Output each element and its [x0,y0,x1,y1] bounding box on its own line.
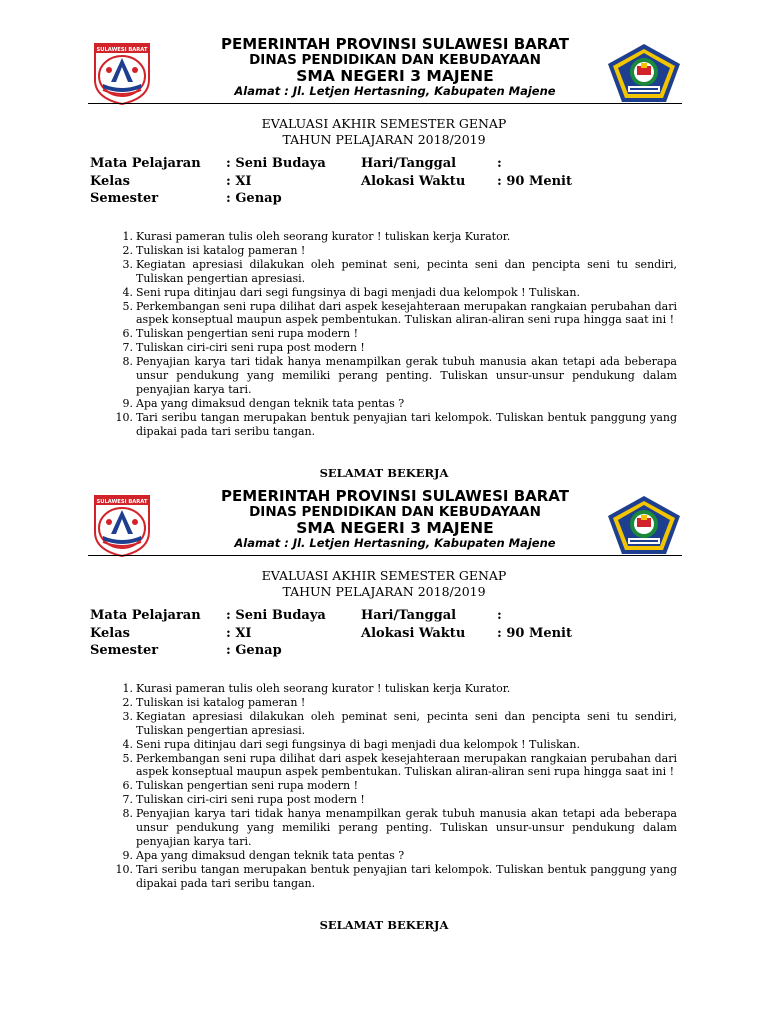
question-number: 5. [122,751,133,765]
question-number: 7. [122,341,133,355]
subject-value: : Seni Budaya [226,608,326,623]
question-text: Tari seribu tangan merupakan bentuk penyajian tari kelompok. Tuliskan bentuk panggung yang dipakai pada tari seribu tangan. [136,410,677,438]
question-item [90,341,677,355]
duration-value: : 90 Menit [497,174,572,189]
question-item [90,300,677,328]
closing-text: SELAMAT BEKERJA [319,918,449,932]
question-item [90,230,677,244]
question-item [90,807,677,849]
academic-year: TAHUN PELAJARAN 2018/2019 [282,584,486,599]
academic-year: TAHUN PELAJARAN 2018/2019 [282,132,486,147]
question-number: 9. [122,396,133,410]
question-item [90,696,677,710]
question-item [90,244,677,258]
question-text: Penyajian karya tari tidak hanya menampilkan gerak tubuh manusia akan tetapi ada beberapa unsur pendukung yang memiliki perang penting. Tuliskan unsur-unsur pendukung dalam penyajian karya tari. [136,355,677,396]
exam-title: EVALUASI AKHIR SEMESTER GENAP [261,116,507,131]
exam-title: EVALUASI AKHIR SEMESTER GENAP [261,568,507,583]
sulawesi-barat-emblem-icon [89,492,155,558]
semester-value: : Genap [226,643,282,658]
question-text: Apa yang dimaksud dengan teknik tata pentas ? [136,396,405,410]
question-number: 1. [122,230,133,243]
question-text: Kurasi pameran tulis oleh seorang kurator ! tuliskan kerja Kurator. [136,682,511,695]
question-number: 2. [122,695,133,709]
question-item [90,710,677,738]
closing-text: SELAMAT BEKERJA [319,466,449,480]
date-value: : [497,156,502,171]
question-text: Tuliskan ciri-ciri seni rupa post modern ! [136,793,365,807]
question-number: 9. [122,848,133,862]
question-item [90,258,677,286]
question-number: 1. [122,682,133,695]
duration-label: Alokasi Waktu [361,174,466,189]
header-school: SMA NEGERI 3 MAJENE [296,67,494,85]
question-number: 4. [122,285,133,299]
question-text: Apa yang dimaksud dengan teknik tata pentas ? [136,848,405,862]
question-item [90,397,677,411]
question-text: Tuliskan pengertian seni rupa modern ! [136,779,358,793]
question-text: Penyajian karya tari tidak hanya menampilkan gerak tubuh manusia akan tetapi ada beberapa unsur pendukung yang memiliki perang penting. Tuliskan unsur-unsur pendukung dalam penyajian karya tari. [136,807,677,848]
header-divider [88,555,682,556]
question-text: Kegiatan apresiasi dilakukan oleh peminat seni, pecinta seni dan pencipta seni tu sendiri, Tuliskan pengertian apresiasi. [136,709,677,737]
subject-label: Mata Pelajaran [90,156,201,171]
question-text: Tuliskan isi katalog pameran ! [136,243,306,257]
header-government: PEMERINTAH PROVINSI SULAWESI BARAT [221,35,569,53]
class-value: : XI [226,174,252,189]
date-value: : [497,608,502,623]
question-number: 8. [122,807,133,821]
question-text: Kurasi pameran tulis oleh seorang kurator ! tuliskan kerja Kurator. [136,230,511,243]
question-item [90,738,677,752]
svg-text:SULAWESI BARAT: SULAWESI BARAT [96,499,148,505]
class-label: Kelas [90,626,130,641]
question-item [90,863,677,891]
question-list [90,230,677,439]
question-text: Tuliskan isi katalog pameran ! [136,695,306,709]
question-text: Seni rupa ditinjau dari segi fungsinya di bagi menjadi dua kelompok ! Tuliskan. [136,285,580,299]
semester-label: Semester [90,643,159,658]
question-text: Perkembangan seni rupa dilihat dari aspek kesejahteraan merupakan rangkaian perubahan dari aspek konseptual maupun aspek pembentukan. Tuliskan aliran-aliran seni rupa hingga saat ini ! [136,751,677,779]
question-text: Tuliskan ciri-ciri seni rupa post modern ! [136,341,365,355]
subject-label: Mata Pelajaran [90,608,201,623]
question-number: 10. [115,410,133,424]
header-address: Alamat : Jl. Letjen Hertasning, Kabupaten Majene [234,84,556,98]
question-item [90,355,677,397]
header-school: SMA NEGERI 3 MAJENE [296,519,494,537]
question-item [90,682,677,696]
question-text: Perkembangan seni rupa dilihat dari aspek kesejahteraan merupakan rangkaian perubahan dari aspek konseptual maupun aspek pembentukan. Tuliskan aliran-aliran seni rupa hingga saat ini ! [136,299,677,327]
question-number: 2. [122,243,133,257]
header-divider [88,103,682,104]
class-label: Kelas [90,174,130,189]
header-department: DINAS PENDIDIKAN DAN KEBUDAYAAN [249,52,541,68]
question-number: 4. [122,737,133,751]
question-number: 7. [122,793,133,807]
exam-sheet [0,452,768,932]
question-list [90,682,677,891]
subject-value: : Seni Budaya [226,156,326,171]
header-department: DINAS PENDIDIKAN DAN KEBUDAYAAN [249,504,541,520]
header-government: PEMERINTAH PROVINSI SULAWESI BARAT [221,487,569,505]
school-emblem-icon [606,494,682,556]
semester-value: : Genap [226,191,282,206]
duration-label: Alokasi Waktu [361,626,466,641]
question-text: Kegiatan apresiasi dilakukan oleh peminat seni, pecinta seni dan pencipta seni tu sendiri, Tuliskan pengertian apresiasi. [136,257,677,285]
date-label: Hari/Tanggal [361,608,457,623]
question-item [90,327,677,341]
sulawesi-barat-emblem-icon [89,40,155,106]
question-number: 3. [122,709,133,723]
question-item [90,793,677,807]
question-item [90,779,677,793]
question-item [90,752,677,780]
question-number: 6. [122,327,133,341]
header-address: Alamat : Jl. Letjen Hertasning, Kabupaten Majene [234,536,556,550]
question-number: 10. [115,862,133,876]
question-text: Tari seribu tangan merupakan bentuk penyajian tari kelompok. Tuliskan bentuk panggung yang dipakai pada tari seribu tangan. [136,862,677,890]
date-label: Hari/Tanggal [361,156,457,171]
duration-value: : 90 Menit [497,626,572,641]
question-number: 5. [122,299,133,313]
school-emblem-icon [606,42,682,104]
question-number: 8. [122,355,133,369]
question-text: Tuliskan pengertian seni rupa modern ! [136,327,358,341]
question-item [90,849,677,863]
semester-label: Semester [90,191,159,206]
question-number: 3. [122,257,133,271]
question-item [90,411,677,439]
question-text: Seni rupa ditinjau dari segi fungsinya di bagi menjadi dua kelompok ! Tuliskan. [136,737,580,751]
question-item [90,286,677,300]
svg-text:SULAWESI BARAT: SULAWESI BARAT [96,47,148,53]
exam-sheet [0,0,768,480]
class-value: : XI [226,626,252,641]
question-number: 6. [122,779,133,793]
